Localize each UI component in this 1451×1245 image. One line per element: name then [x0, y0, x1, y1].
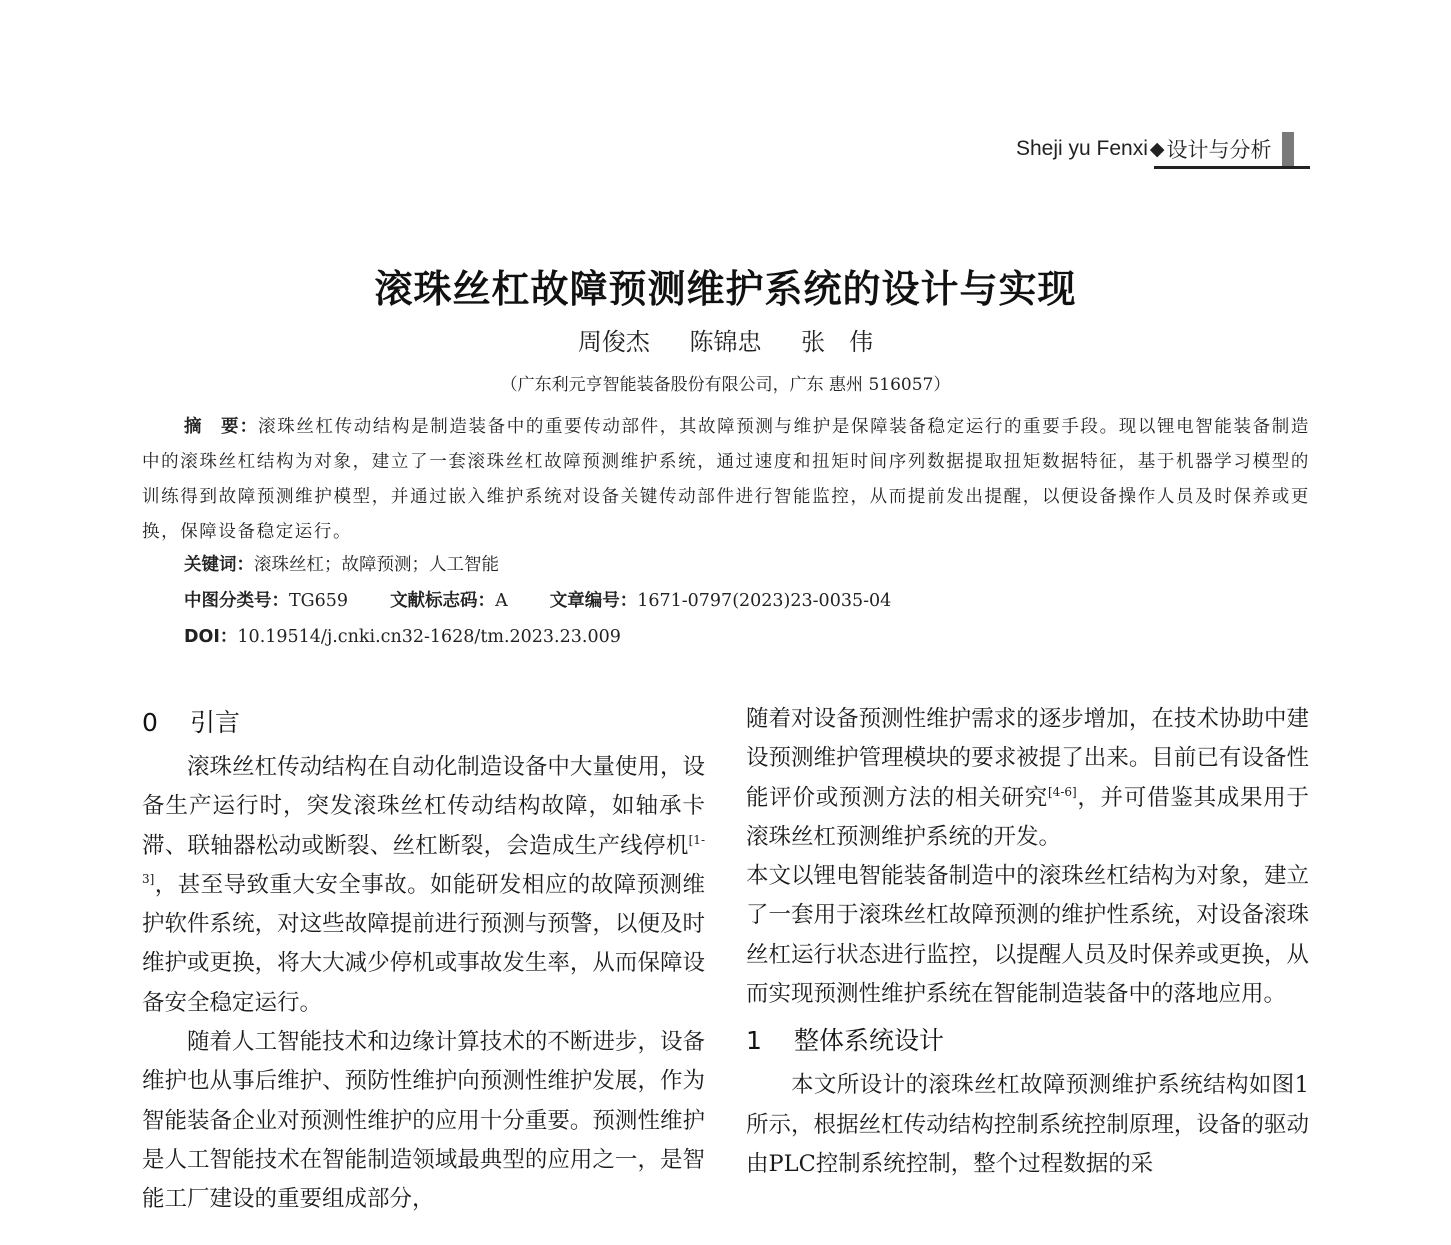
paragraph: 本文以锂电智能装备制造中的滚珠丝杠结构为对象，建立了一套用于滚珠丝杠故障预测的维护性系统，对设备滚珠丝杠运行状态进行监控，以提醒人员及时保养或更换，从而实现预测性维护系统在智能制造装备中的落地应用。: [746, 863, 1309, 1008]
doc-code-value: A: [495, 591, 508, 611]
diamond-icon: ◆: [1149, 138, 1165, 160]
paragraph: [746, 700, 1309, 857]
section-title: 整体系统设计: [794, 1026, 945, 1056]
header-bar-mark: [1282, 132, 1294, 166]
affiliation: （广东利元亨智能装备股份有限公司，广东 惠州 516057）: [500, 375, 951, 395]
keywords-text: 滚珠丝杠；故障预测；人工智能: [254, 555, 499, 575]
abstract: [142, 410, 1310, 550]
doi-line: [184, 623, 621, 648]
section-heading: [746, 1018, 1309, 1064]
running-header: [1016, 132, 1294, 166]
article-no-value: 1671-0797(2023)23-0035-04: [637, 591, 892, 611]
abstract-label: 摘 要：: [184, 417, 259, 437]
left-column: [142, 700, 705, 1220]
header-rule: [1154, 166, 1310, 169]
section-title: 引言: [190, 708, 241, 737]
right-column: [746, 700, 1309, 1184]
section-number: 0: [142, 708, 158, 737]
text-run: ，并可借鉴其成果用于滚珠丝杠预测维护系统的开发。: [746, 784, 1309, 850]
author: 陈锦忠: [689, 328, 762, 356]
text-run: 滚珠丝杠传动结构在自动化制造设备中大量使用，设备生产运行时，突发滚珠丝杠传动结构故障，如轴承卡滞、联轴器松动或断裂、丝杠断裂，会造成生产线停机: [142, 754, 705, 859]
paragraph: [142, 748, 705, 1023]
doc-code-label: 文献标志码：: [390, 591, 496, 611]
classification-line: [184, 587, 891, 612]
clc-label: 中图分类号：: [184, 591, 289, 611]
abstract-text: 滚珠丝杠传动结构是制造装备中的重要传动部件，其故障预测与维护是保障装备稳定运行的重要手段。现以锂电智能装备制造中的滚珠丝杠结构为对象，建立了一套滚珠丝杠故障预测维护系统，通过速度和扭矩时间序列数据提取扭矩数据特征，基于机器学习模型的训练得到故障预测维护模型，并通过嵌入维护系统对设备关键传动部件进行智能监控，从而提前发出提醒，以便设备操作人员及时保养或更换，保障设备稳定运行。: [142, 417, 1311, 542]
keywords-label: 关键词：: [184, 555, 254, 575]
citation-ref[interactable]: [4-6]: [1048, 784, 1077, 799]
section-name: 设计与分析: [1166, 139, 1272, 162]
paragraph: 随着人工智能技术和边缘计算技术的不断进步，设备维护也从事后维护、预防性维护向预测性维护发展，作为智能装备企业对预测性维护的应用十分重要。预测性维护是人工智能技术在智能制造领域最典型的应用之一，是智能工厂建设的重要组成部分，: [142, 1029, 705, 1213]
clc-value: TG659: [289, 591, 349, 611]
author-list: [0, 322, 1451, 357]
keywords: [184, 551, 499, 576]
article-no-label: 文章编号：: [549, 591, 638, 611]
paper-title: 滚珠丝杠故障预测维护系统的设计与实现: [374, 267, 1077, 311]
text-run: 随着对设备预测性维护需求的逐步增加，在技术协助中建设预测维护管理模块的要求被提了出来。目前已有设备性能评价或预测方法的相关研究: [746, 706, 1309, 811]
doi-value: 10.19514/j.cnki.cn32-1628/tm.2023.23.009: [237, 627, 621, 647]
section-heading: [142, 700, 705, 746]
paragraph: 本文所设计的滚珠丝杠故障预测维护系统结构如图1所示，根据丝杠传动结构控制系统控制原理，设备的驱动由PLC控制系统控制，整个过程数据的采: [746, 1072, 1309, 1177]
author: 周俊杰: [577, 328, 650, 356]
citation-ref[interactable]: [1-3]: [142, 832, 705, 886]
doi-label: DOI：: [184, 627, 238, 647]
section-number: 1: [746, 1026, 762, 1056]
text-run: ，甚至导致重大安全事故。如能研发相应的故障预测维护软件系统，对这些故障提前进行预测与预警，以便及时维护或更换，将大大减少停机或事故发生率，从而保障设备安全稳定运行。: [142, 871, 705, 1016]
journal-pinyin: Sheji yu Fenxi: [1016, 137, 1148, 160]
author: 张 伟: [801, 328, 874, 356]
